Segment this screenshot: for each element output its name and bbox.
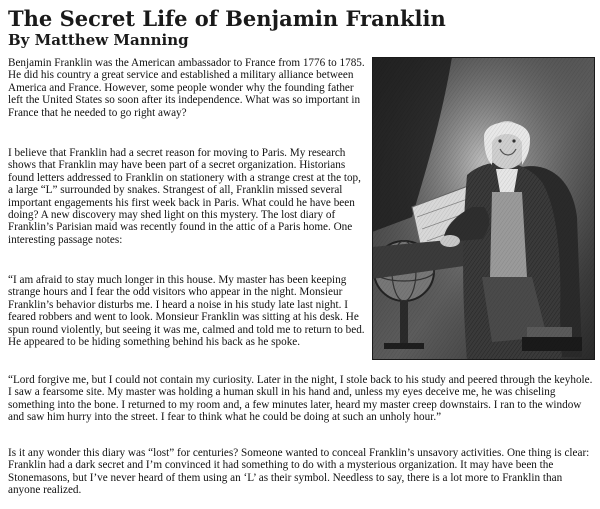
paragraph-theory: I believe that Franklin had a secret reason for moving to Paris. My research shows that Franklin may have been part of a secret organization. Historians found letters addressed to Franklin on stationery with a strange crest at the top, a large “L” surrounded by snakes. Strangest of all, Franklin missed several important engagements his first week back in Paris. What could he have been doing? A new discovery may shed light on this mystery. The lost diary of Franklin’s Parisian maid was recently found in the attic of a Paris home. One interesting passage notes:	[8, 147, 361, 246]
paragraph-intro: Benjamin Franklin was the American ambassador to France from 1776 to 1785. He did his country a great service and established a military alliance between America and France. However, some people wonder why the founding father left the United States so soon after its independence. What was so important in France that he needed to go right away?	[8, 57, 365, 119]
article-title: The Secret Life of Benjamin Franklin	[8, 6, 446, 31]
paragraph-diary-quote-1: “I am afraid to stay much longer in this house. My master has been keeping strange hours and I fear the odd visitors who appear in the night. Monsieur Franklin’s behavior disturbs me. I heard a noise in his study late last night. I feared robbers and went to look. Monsieur Franklin was sitting at his desk. He spun round violently, but seeing it was me, calmed and told me to return to bed. He appeared to be hiding something behind his back as he spoke.	[8, 274, 365, 349]
article-byline: By Matthew Manning	[8, 31, 189, 49]
paragraph-conclusion: Is it any wonder this diary was “lost” for centuries? Someone wanted to conceal Franklin’s unsavory activities. One thing is clear: Franklin had a dark secret and I’m convinced it had something to do with a mysterious organization. It may have been the Stonemasons, but I’ve never heard of them using an ‘L’ as their symbol. Needless to say, there is a lot more to Franklin than anyone realized.	[8, 447, 590, 497]
paragraph-diary-quote-2: “Lord forgive me, but I could not contain my curiosity. Later in the night, I stole back to his study and peered through the keyhole. I saw a fearsome site. My master was holding a human skull in his hand and, unless my eyes deceive me, he was chiseling something into the bone. I returned to my room and, a few minutes later, heard my master creep downstairs. I ran to the window and saw him hurry into the street. I fear to think what he could be doing at such an unholy hour.”	[8, 374, 593, 424]
franklin-portrait-image	[372, 57, 595, 360]
